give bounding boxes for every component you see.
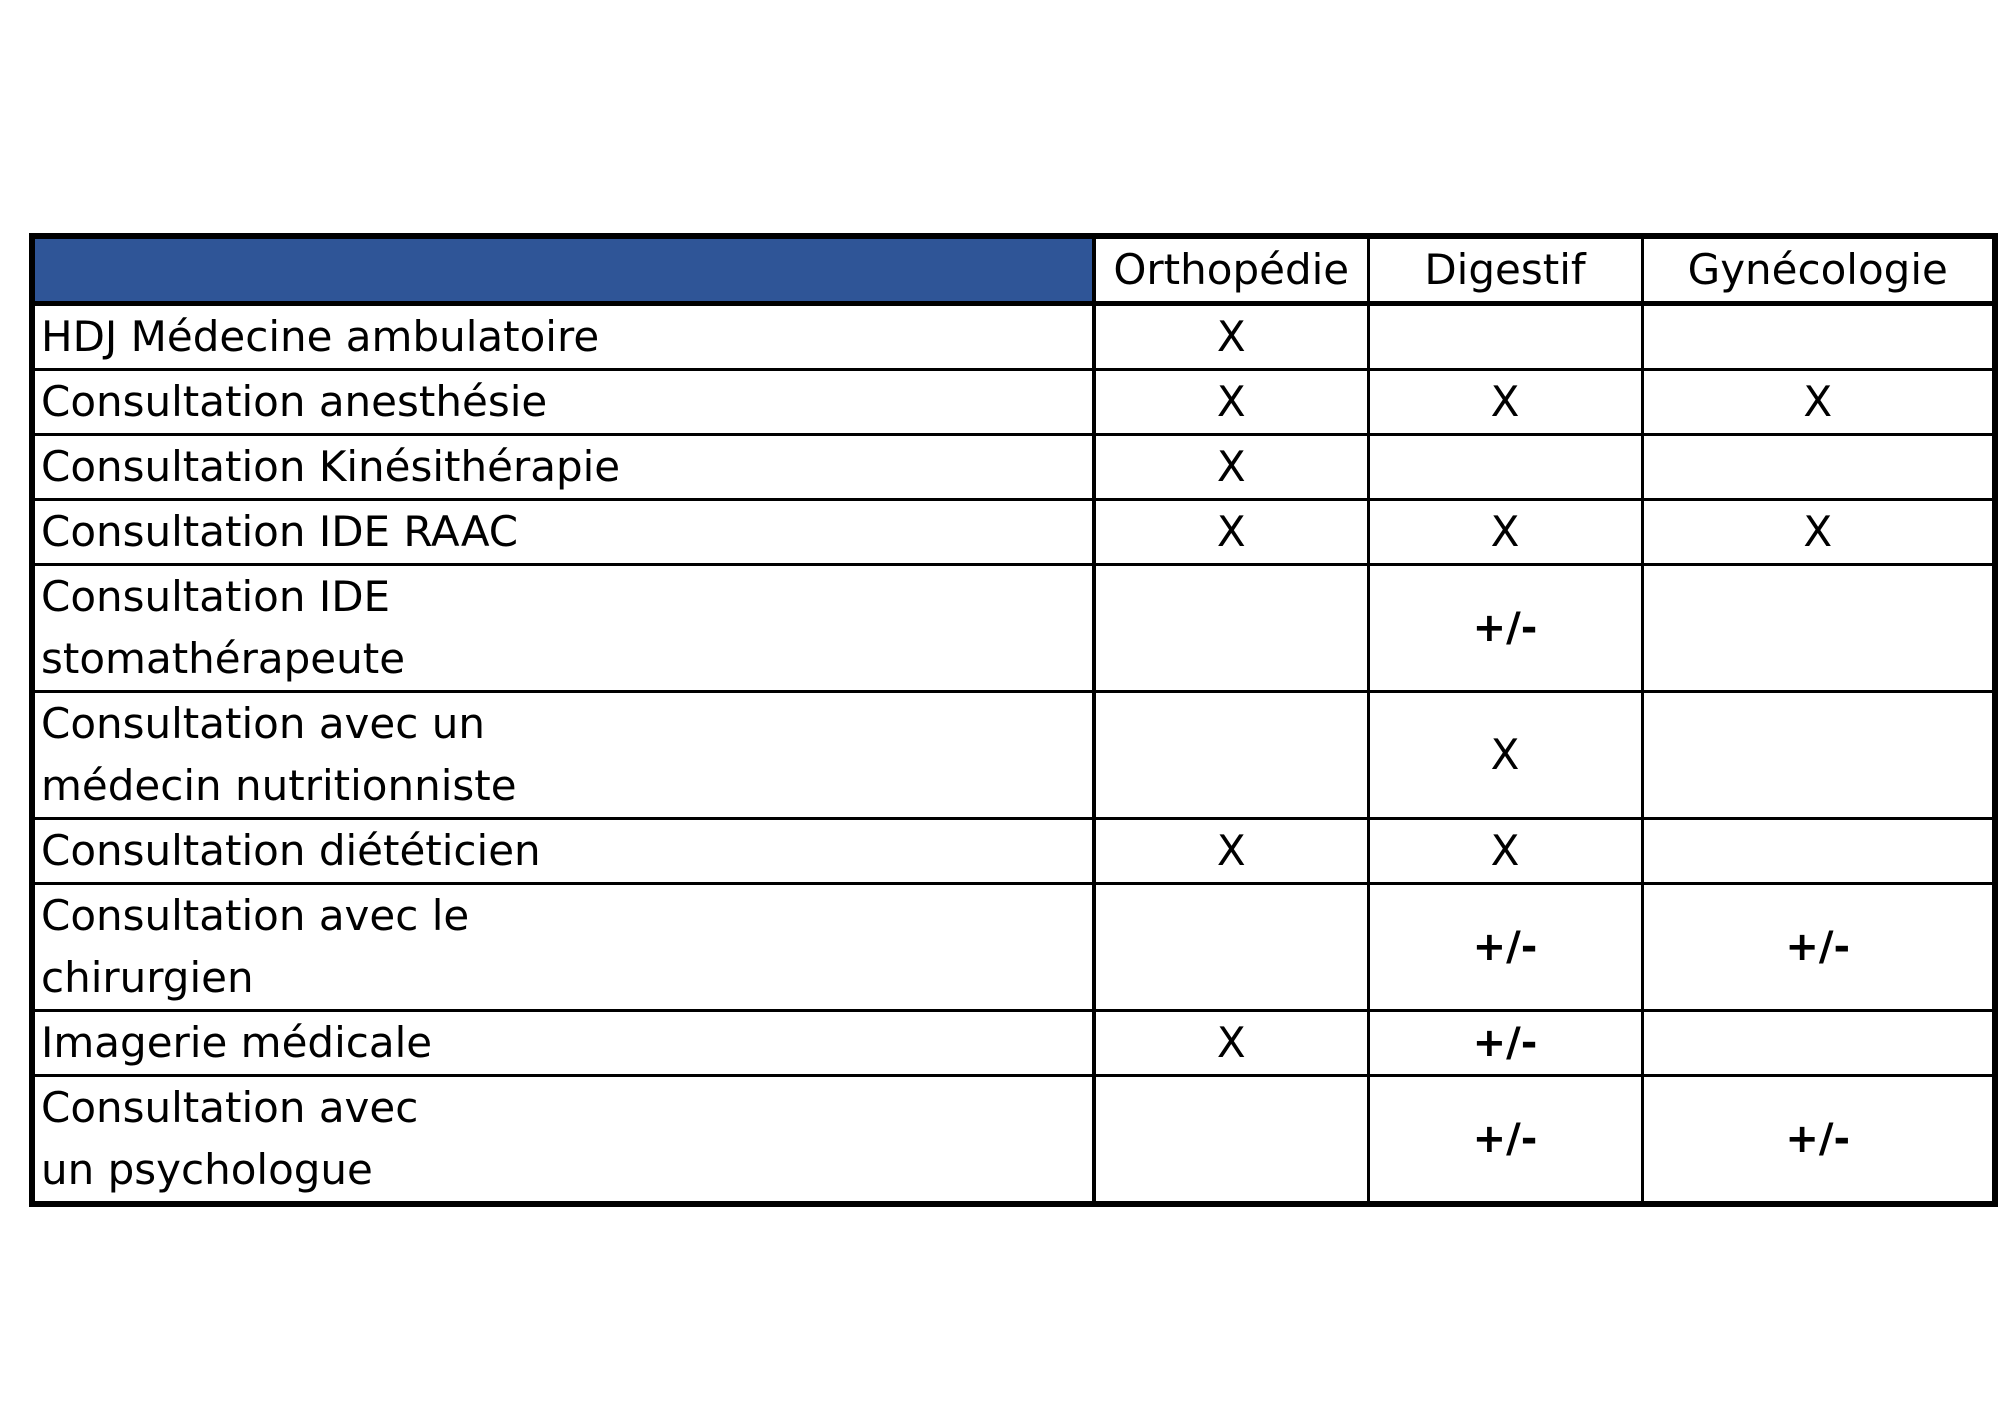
cell-gynecologie: X: [1642, 370, 1995, 435]
row-label-line: Consultation avec un: [41, 699, 485, 748]
table-row: [32, 1011, 1995, 1076]
header-orthopedie: Orthopédie: [1094, 236, 1368, 304]
table-row: [32, 692, 1995, 819]
table-row: [32, 1076, 1995, 1205]
cell-orthopedie: X: [1094, 370, 1368, 435]
table-row: [32, 819, 1995, 884]
table-body: [32, 304, 1995, 1205]
cell-digestif: X: [1368, 370, 1642, 435]
row-label-line: stomathérapeute: [41, 634, 406, 683]
cell-orthopedie: X: [1094, 500, 1368, 565]
cell-digestif: X: [1368, 819, 1642, 884]
row-label: [32, 819, 1094, 884]
table-row: [32, 500, 1995, 565]
cell-digestif: +/-: [1368, 1011, 1642, 1076]
row-label: [32, 884, 1094, 1011]
row-label-line: Consultation IDE: [41, 572, 391, 621]
cell-gynecologie: +/-: [1642, 884, 1995, 1011]
row-label: [32, 692, 1094, 819]
cell-gynecologie: [1642, 819, 1995, 884]
cell-orthopedie: [1094, 884, 1368, 1011]
care-pathway-table: [29, 233, 1998, 1207]
cell-gynecologie: [1642, 565, 1995, 692]
table-row: [32, 304, 1995, 370]
cell-digestif: +/-: [1368, 884, 1642, 1011]
row-label: [32, 1011, 1094, 1076]
cell-digestif: +/-: [1368, 565, 1642, 692]
cell-gynecologie: [1642, 304, 1995, 370]
cell-digestif: [1368, 435, 1642, 500]
row-label-line: Consultation IDE RAAC: [41, 507, 519, 556]
cell-orthopedie: [1094, 692, 1368, 819]
header-digestif: Digestif: [1368, 236, 1642, 304]
row-label-line: Consultation avec le: [41, 891, 470, 940]
row-label-line: Consultation diététicien: [41, 826, 541, 875]
cell-digestif: [1368, 304, 1642, 370]
row-label-line: HDJ Médecine ambulatoire: [41, 312, 600, 361]
cell-digestif: X: [1368, 500, 1642, 565]
table-row: [32, 565, 1995, 692]
cell-digestif: +/-: [1368, 1076, 1642, 1205]
row-label-line: Consultation avec: [41, 1083, 419, 1132]
row-label: [32, 304, 1094, 370]
row-label: [32, 370, 1094, 435]
row-label-line: un psychologue: [41, 1145, 373, 1194]
header-blank-cell: [32, 236, 1094, 304]
cell-orthopedie: [1094, 1076, 1368, 1205]
row-label-line: Consultation Kinésithérapie: [41, 442, 621, 491]
row-label: [32, 435, 1094, 500]
table-row: [32, 435, 1995, 500]
row-label-line: Imagerie médicale: [41, 1018, 433, 1067]
table-row: [32, 370, 1995, 435]
row-label: [32, 1076, 1094, 1205]
row-label-line: médecin nutritionniste: [41, 761, 517, 810]
cell-gynecologie: [1642, 1011, 1995, 1076]
cell-gynecologie: X: [1642, 500, 1995, 565]
row-label: [32, 565, 1094, 692]
cell-orthopedie: X: [1094, 304, 1368, 370]
header-gynecologie: Gynécologie: [1642, 236, 1995, 304]
row-label-line: chirurgien: [41, 953, 254, 1002]
cell-orthopedie: X: [1094, 819, 1368, 884]
cell-gynecologie: [1642, 692, 1995, 819]
cell-digestif: X: [1368, 692, 1642, 819]
cell-orthopedie: [1094, 565, 1368, 692]
header-row: [32, 236, 1995, 304]
row-label-line: Consultation anesthésie: [41, 377, 548, 426]
table-row: [32, 884, 1995, 1011]
cell-orthopedie: X: [1094, 435, 1368, 500]
row-label: [32, 500, 1094, 565]
cell-gynecologie: +/-: [1642, 1076, 1995, 1205]
cell-orthopedie: X: [1094, 1011, 1368, 1076]
cell-gynecologie: [1642, 435, 1995, 500]
